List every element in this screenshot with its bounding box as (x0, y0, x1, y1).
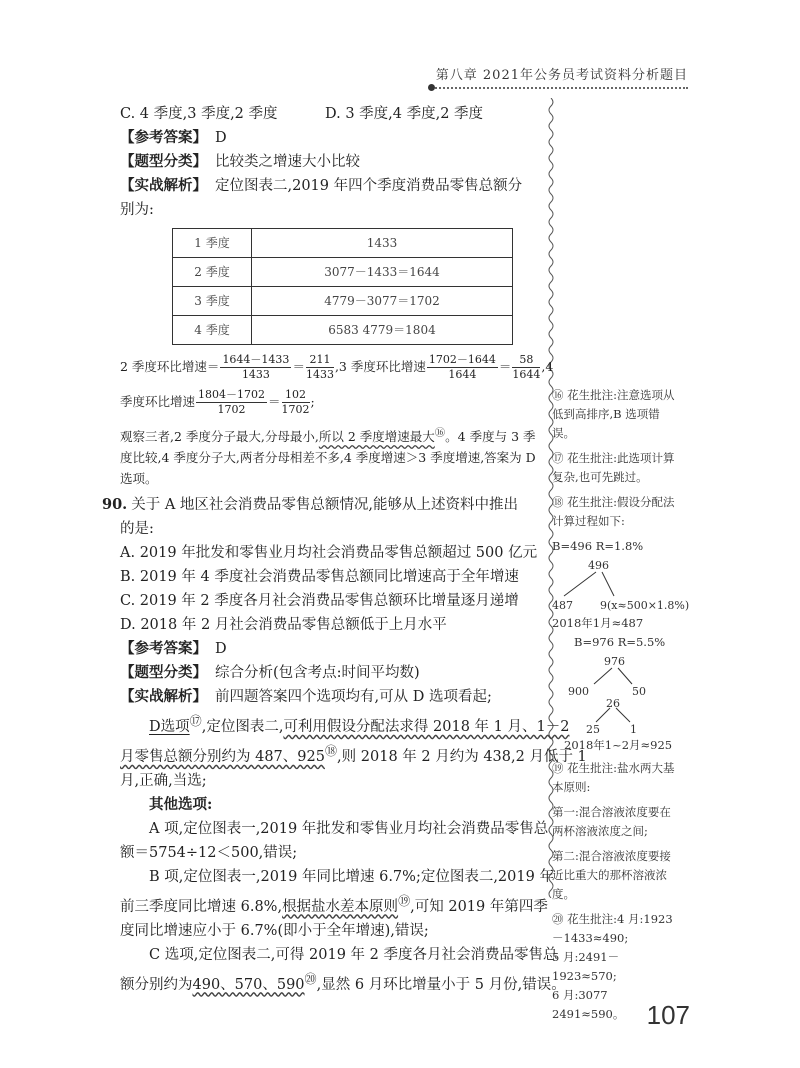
assumption-tree-2 (552, 652, 682, 736)
running-header: 第八章 2021年公务员考试资料分析题目 (435, 68, 688, 83)
highlight: 根据盐水差本原则 (282, 898, 399, 915)
note-19-a: 第一:混合溶液浓度要在两杯溶液浓度之间; (552, 805, 671, 838)
tree-1-head: B=496 R=1.8% (552, 539, 644, 553)
option-a: A. 2019 年批发和零售业月均社会消费品零售总额超过 500 亿元 (120, 545, 538, 562)
tree-2-head: B=976 R=5.5% (574, 635, 666, 649)
numerator: 211 (306, 353, 334, 368)
question-number: 90. (102, 496, 128, 514)
denominator: 1702 (217, 403, 246, 416)
stem-text: 关于 A 地区社会消费品零售总额情况,能够从上述资料中推出 (131, 497, 519, 514)
answer-label: 【参考答案】 (120, 640, 207, 658)
observation-line: 度比较,4 季度分子大,两者分母相差不多,4 季度增速＞3 季度增速,答案为 D (120, 450, 536, 466)
option-b: B. 2019 年 4 季度社会消费品零售总额同比增速高于全年增速 (120, 569, 519, 586)
table-row (173, 258, 513, 287)
q4-growth-calc (120, 388, 540, 417)
q90-options (120, 541, 540, 637)
option-a-analysis: A 项,定位图表一,2019 年批发和零售业月均社会消费品零售总 (149, 820, 549, 837)
option-d: D. 3 季度,4 季度,2 季度 (325, 106, 484, 122)
highlight: 所以 2 季度增速最大 (318, 429, 435, 445)
semicolon: ; (310, 394, 315, 409)
assumption-tree-1 (552, 556, 690, 614)
margin-notes (552, 386, 690, 1024)
highlight: 可利用假设分配法求得 2018 年 1 月、1－2 (283, 718, 570, 735)
equals: ＝ (292, 359, 305, 374)
option-b-analysis: B 项,定位图表一,2019 年同比增速 6.7%;定位图表二,2019 年 (149, 868, 554, 885)
highlight: 月零售总额分别约为 487、925 (120, 748, 325, 765)
note-18: ⑱ 花生批注:假设分配法计算过程如下: (552, 495, 675, 528)
type-label: 【题型分类】 (120, 664, 207, 682)
page-number: 107 (646, 1000, 690, 1030)
text: ,显然 6 月环比增量小于 5 月份,错误。 (316, 976, 566, 993)
previous-question-options (120, 102, 540, 126)
type-label: 【题型分类】 (120, 153, 207, 170)
option-d-analysis (120, 739, 587, 769)
tree-root: 976 (604, 655, 625, 668)
answer-value: D (215, 641, 227, 658)
text: D选项 (149, 718, 190, 735)
text: 观察三者,2 季度分子最大,分母最小, (120, 429, 319, 445)
q90-answer (120, 637, 540, 661)
option-a-analysis: 额＝5754÷12＜500,错误; (120, 844, 298, 861)
numerator: 1644－1433 (222, 353, 290, 366)
tree-left: 900 (568, 685, 589, 698)
tree-root: 496 (588, 559, 609, 572)
option-b-analysis (120, 889, 548, 919)
fraction (306, 353, 334, 382)
q90-stem (102, 493, 540, 517)
text: ,可知 2019 年第四季 (410, 898, 548, 915)
value-cell: 4779－3077＝1702 (252, 287, 513, 316)
numerator: 1702－1644 (428, 353, 496, 366)
footnote-ref: ⑯ (434, 427, 446, 439)
text: 前三季度同比增速 6.8%, (120, 898, 283, 915)
calc-label: 季度环比增速 (120, 394, 196, 409)
tree-right: 50 (632, 685, 646, 698)
option-c-analysis (120, 967, 566, 997)
denominator: 1433 (241, 368, 270, 381)
type-value: 比较类之增速大小比较 (215, 154, 360, 170)
q89-answer (120, 126, 540, 150)
text: 。4 季度与 3 季 (445, 429, 536, 445)
table-row (173, 229, 513, 258)
value-cell: 6583 4779＝1804 (252, 316, 513, 345)
option-d: D. 2018 年 2 月社会消费品零售总额低于上月水平 (120, 617, 447, 634)
tree-mid-right: 1 (630, 723, 637, 736)
denominator: 1644 (448, 368, 477, 381)
option-d-analysis: 月,正确,当选; (120, 772, 207, 789)
footnote-ref: ⑳ (304, 971, 317, 986)
tree-2-result: 2018年1~2月≈925 (564, 738, 673, 752)
observation-line (120, 423, 540, 447)
text: ,则 2018 年 2 月约为 438,2 月低于 1 (337, 748, 587, 765)
value-cell: 3077－1433＝1644 (252, 258, 513, 287)
note-20-b: 5 月:2491－1923≈570; (552, 950, 620, 983)
comma: ,4 (541, 359, 554, 374)
fraction (512, 353, 540, 382)
observation-line: 选项。 (120, 471, 158, 487)
highlight: 490、570、590 (192, 976, 305, 993)
tree-1-result: 2018年1月≈487 (552, 616, 644, 630)
q90-type (120, 661, 540, 685)
note-19-b: 第二:混合溶液浓度要接近比重大的那杯溶液浓度。 (552, 849, 671, 901)
option-b-analysis: 度同比增速应小于 6.7%(即小于全年增速),错误; (120, 922, 429, 939)
numerator: 58 (512, 353, 540, 368)
note-16: ⑯ 花生批注:注意选项从低到高排序,B 选项错误。 (552, 388, 675, 440)
type-value: 综合分析(包含考点:时间平均数) (215, 665, 420, 682)
q89-type (120, 150, 540, 174)
numerator: 1804－1702 (198, 388, 266, 401)
table-row (173, 316, 513, 345)
denominator: 1644 (512, 368, 541, 381)
quarter-table (172, 228, 513, 345)
footnote-ref: ⑰ (189, 714, 202, 729)
other-options-title: 其他选项: (149, 795, 213, 813)
analysis-label: 【实战解析】 (120, 177, 207, 194)
option-d-analysis (120, 709, 570, 739)
option-c: C. 4 季度,3 季度,2 季度 (120, 106, 278, 122)
tree-mid-left: 25 (586, 723, 600, 736)
denominator: 1702 (281, 403, 310, 416)
q90-stem-line-2: 的是: (120, 521, 154, 538)
text: ,定位图表二, (201, 718, 284, 735)
calc-label: ,3 季度环比增速 (334, 359, 426, 374)
value-cell: 1433 (252, 229, 513, 258)
observation (120, 423, 540, 489)
denominator: 1433 (305, 368, 334, 381)
numerator: 102 (282, 388, 310, 403)
text: 额分别约为 (120, 976, 193, 993)
fraction (220, 353, 291, 382)
tree-mid: 26 (606, 697, 620, 710)
answer-label: 【参考答案】 (120, 129, 207, 146)
tree-left: 487 (552, 599, 573, 612)
q90-analysis (120, 685, 540, 709)
answer-value: D (215, 130, 227, 146)
calc-label: 2 季度环比增速＝ (120, 359, 220, 374)
q89-analysis (120, 174, 540, 198)
analysis-label: 【实战解析】 (120, 688, 207, 706)
analysis-line-2: 别为: (120, 202, 154, 218)
option-c: C. 2019 年 2 季度各月社会消费品零售总额环比增量逐月递增 (120, 593, 519, 610)
quarter-cell: 4 季度 (173, 316, 252, 345)
table-row (173, 287, 513, 316)
quarter-cell: 1 季度 (173, 229, 252, 258)
header-rule (432, 87, 688, 89)
q2-growth-calc (120, 353, 554, 382)
equals: ＝ (498, 359, 512, 374)
fraction (282, 388, 310, 417)
tree-right: 9(x≈500×1.8%) (600, 599, 690, 612)
note-20-c: 6 月:3077 2491≈590。 (552, 988, 625, 1021)
equals: ＝ (268, 394, 281, 409)
fraction (427, 353, 498, 382)
quarter-cell: 2 季度 (173, 258, 252, 287)
footnote-ref: ⑲ (398, 893, 411, 908)
note-19-title: ⑲ 花生批注:盐水两大基本原则: (552, 761, 675, 794)
option-c-analysis: C 选项,定位图表二,可得 2019 年 2 季度各月社会消费品零售总 (149, 946, 558, 963)
fraction (196, 388, 267, 417)
analysis-line: 定位图表二,2019 年四个季度消费品零售总额分 (215, 178, 523, 194)
footnote-ref: ⑱ (324, 743, 338, 758)
note-17: ⑰ 花生批注:此选项计算复杂,也可先跳过。 (552, 451, 675, 484)
note-20-a: ⑳ 花生批注:4 月:1923－1433≈490; (552, 912, 673, 945)
analysis-text: 前四题答案四个选项均有,可从 D 选项看起; (215, 689, 492, 706)
quarter-cell: 3 季度 (173, 287, 252, 316)
